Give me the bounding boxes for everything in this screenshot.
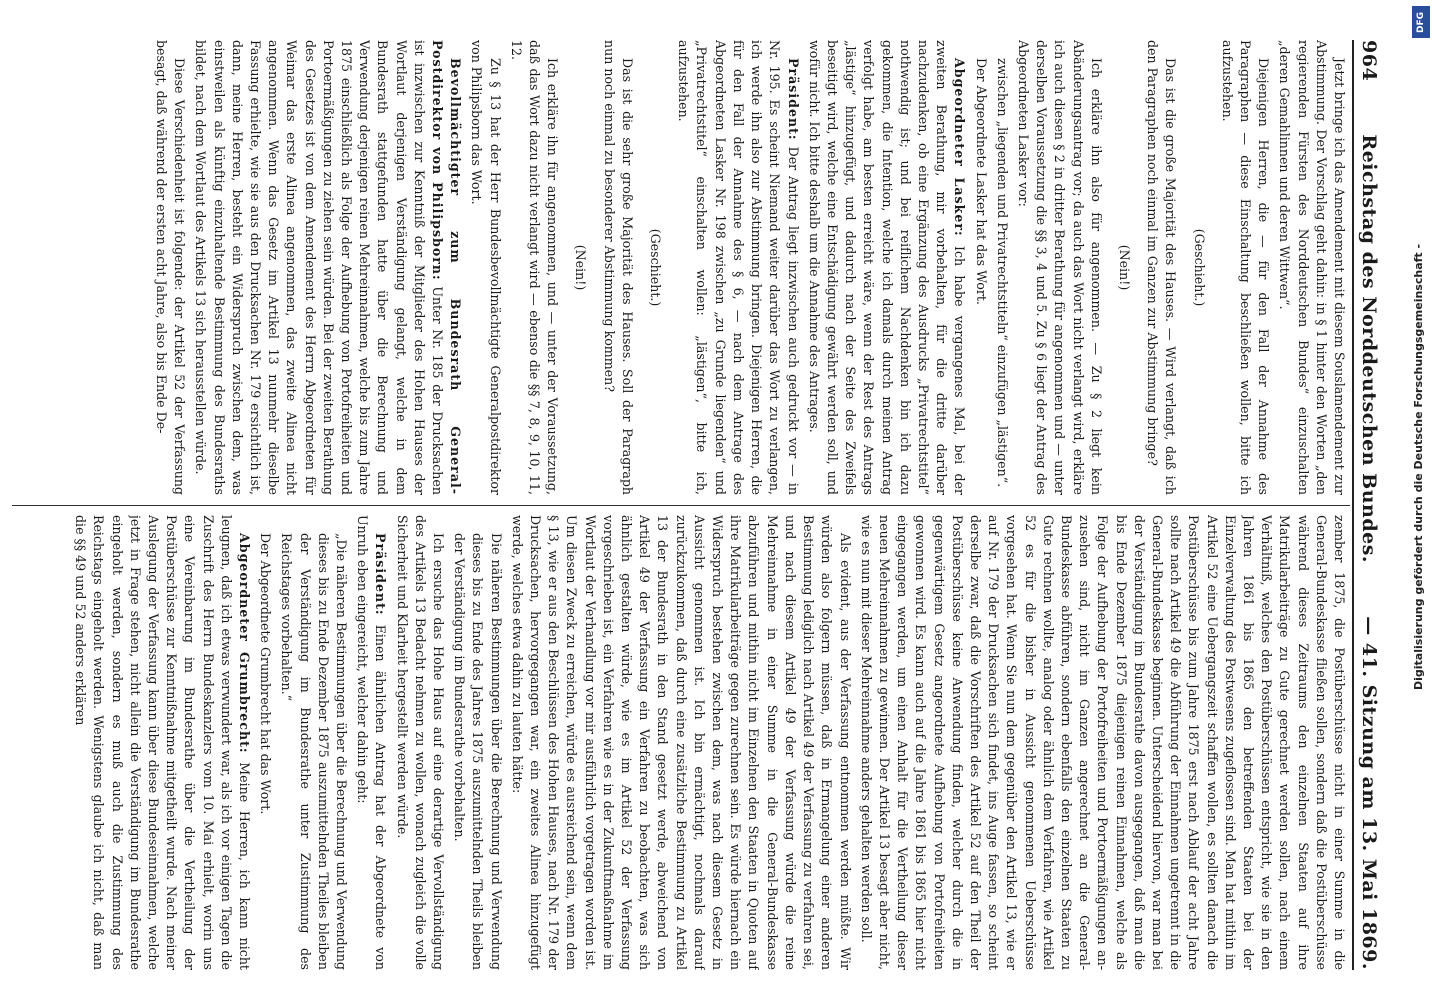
paragraph-text: Das ist die sehr große Majorität des Hauses. Soll der Paragraph nun noch einmal zu besonderer Abstimmung kommen? <box>601 40 635 495</box>
paragraph <box>971 40 989 495</box>
paragraph-text: „Die näheren Bestimmungen über die Berechnung und Verwendung dieses bis zu Ende Dezember 1875 auszumittelnden Theiles bleiben der Verständigung im Bundesrathe unter Zustimmung des Reichstages vorbehalten.“ <box>279 533 350 970</box>
paragraph <box>191 40 464 495</box>
paragraph-text: (Nein!) <box>573 244 589 291</box>
column-divider <box>12 505 1350 506</box>
paragraph-text: zember 1875, die Postüberschüsse nicht in einer Summe in die General-Bundeskasse fließen sollen, sondern daß die Postüberschüsse während dieses Zeitraums den einzelnen Staaten auf ihre Matrikularbeiträge zu Gute gerechnet werden sollen, nach einem Verhältniß, welches den Postüberschüssen entspricht, wie sie in den Jahren 1861 bis 1865 den betreffenden Staaten bei der Einzelverwaltung des Postwesens zugeflossen sind. Man hat mithin im Artikel 52 eine Uebergangszeit schaffen wollen, es sollten danach die Postüberschüsse bis zum Jahre 1875 erst nach Ablauf der acht Jahre sollte nach Artikel 49 die Abführung der Einnahmen ungetrennt in die General-Bundeskasse beginnen. Unterscheidend hiervon, war man bei der Verständigung im Bundesrathe davon ausgegangen, daß man die bis Ende Dezember 1875 diejenigen reinen Einnahmen, welche als Folge der Aufhebung der Portofreiheiten und Portoermäßigungen anzusehen sind, nicht im Ganzen angerechnet an die General-Bundeskasse abführen, sondern ebenfalls den einzelnen Staaten zu Gute rechnen wollte, analog oder ähnlich dem Verfahren, wie Artikel 52 es für die bisher in Aussicht genommenen Ueberschüsse vorgesehen hat. Wenn Sie nun dem gegenüber den Artikel 13, wie er auf Nr. 179 der Drucksachen sich findet, ins Auge fassen, so scheint derselbe zwar, daß die Vorschriften des Artikel 52 auf den Theil der Postüberschüsse keine Anwendung finden, welcher durch die in gegenwärtigem Gesetz angeordnete Aufhebung von Portofreiheiten gewonnen wird. Es kann auch auf die Jahre 1861 bis 1865 hier nicht eingegangen werden, um einen Anhalt für die Vertheilung dieser neuen Mehreinnahmen zu gewinnen. Der Artikel 13 besagt aber nicht, wie es nun mit dieser Mehreinnahme anders gehalten werden soll. <box>858 515 1347 970</box>
paragraph-text: Ich erkläre ihn also für angenommen. — Zu § 2 liegt kein Abänderungsantrag vor; da auch das Wort nicht verlangt wird, erkläre ich auch diesen § 2 in dritter Berathung für angenommen und — unter derselben Voraussetzung die §§ 3, 4 und 5. Zu § 6 liegt der Antrag des Abgeordneten Lasker vor: <box>1015 40 1104 495</box>
paragraph <box>353 515 389 970</box>
paragraph <box>507 40 562 495</box>
page-title: Reichstag des Norddeutschen Bundes. <box>1358 134 1380 564</box>
paragraph-text: Meine Herren, ich kann nicht leugnen, daß ich etwas verwundert war, als ich vor einigen Tagen die Zuschrift des Herrn Bundeskanzlers vom 10. Mai erhielt, worin uns eine Vereinbarung im Bundesrathe über die Vertheilung der Postüberschüsse zur Kenntnißnahme mitgetheilt wurde. Nach meiner Auslegung der Verfassung kann über diese Bundeseinnahmen, welche jetzt in Frage stehen, nicht allein die Verständigung im Bundesrathe eingeholt werden, sondern es muß auch die Zustimmung des Reichstags eingeholt werden. Wenigstens glaube ich nicht, daß man die §§ 49 und 52 anders erklären <box>73 515 253 970</box>
paragraph-text: Ich habe vergangenes Mal, bei der zweiten Berathung, mir vorbehalten, für die dritte darüber nachzudenken, ob eine Ergänzung des Ausdrucks „Privatrechtstitel“ nothwendig ist; und bei reiflichem Nachdenken bin ich dazu gekommen, die Intention, welche ich damals durch meinen Antrag verfolgt habe, am besten erreicht wäre, wenn der Rest des Antrags „lästige“ hinzugefügt, und dadurch nach der Seite des Zweifels beseitigt wird, welche eine Entschädigung gewährt werden soll, und wofür nicht. Ich bitte deshalb um die Annahme des Antrages. <box>806 40 968 495</box>
paragraph-text: Einen ähnlichen Antrag hat der Abgeordnete von Unruh eben eingereicht, welcher dahin geht: <box>355 515 389 970</box>
paragraph <box>1115 40 1133 495</box>
paragraph <box>646 40 664 495</box>
page-header <box>1352 40 1392 970</box>
paragraph-text: Ich ersuche das Hohe Haus auf eine derartige Vervollständigung des Artikels 13 Bedacht nehmen zu wollen, wonach zugleich die volle Sicherheit und Klarheit hergestellt werden würde. <box>394 515 447 970</box>
paragraph <box>1189 40 1207 495</box>
speaker-name: Präsident: <box>785 58 801 141</box>
paragraph <box>392 515 447 970</box>
paragraph-text: (Geschieht.) <box>1191 228 1207 307</box>
paragraph <box>599 40 635 495</box>
paragraph-text: Die näheren Bestimmungen über die Berechnung und Verwendung dieses bis zu Ende des Jahres 1875 auszumittelnden Theils bleiben der Verständigung im Bundesrathe vorbehalten. <box>452 533 504 970</box>
paragraph-text: Diese Verschiedenheit ist folgende: der Artikel 52 der Verfassung besagt, daß während der ersten acht Jahre, also bis Ende De- <box>154 40 188 495</box>
paragraph-text: Als evident, aus der Verfassung entnommen werden müßte. Wir würden also folgern müssen, daß in Ermangelung einer anderen Bestimmung lediglich nach Artikel 49 der Verfassung zu verfahren sei, und nach diesem Artikel 49 der Verfassung würde die reine Mehreinnahme in einer Summe in die General-Bundeskasse abzuführen und mithin nicht im Einzelnen den Staaten in Quoten auf ihre Matrikularbeiträge gegen zurechnen sein. Es würde hiernach ein Widerspruch bestehen zwischen dem, was nach diesem Gesetz in Aussicht genommen ist. Ich bin ermächtigt, nochmals darauf zurückzukommen, daß durch eine zusätzliche Bestimmung zu Artikel 13 der Bundesrath in den Stand gesetzt werde, abweichend von Artikel 49 der Verfassung ein Verfahren zu beobachten, was sich ähnlich gestalten würde, wie es im Artikel 52 der Verfassung vorgeschrieben ist, ein Verfahren wie es in der Zukunftmaßnahme im Wortlaut der Verhandlung vor mir ausführlich vorgetragen worden ist. Um diesen Zweck zu erreichen, würde es ausreichend sein, wenn dem § 13, wie er aus den Beschlüssen des Hohen Hauses, nach Nr. 179 der Drucksachen, hervorgegangen war, ein zweites Alinea hinzugefügt werde, welches etwa dahin zu lauten hätte: <box>509 515 853 970</box>
paragraph <box>857 515 1348 970</box>
paragraph <box>805 40 969 495</box>
paragraph <box>1143 40 1179 495</box>
paragraph <box>277 515 350 970</box>
paragraph <box>152 40 188 495</box>
paragraph <box>71 515 253 970</box>
paragraph-text: (Nein!) <box>1116 244 1132 291</box>
paragraph <box>508 515 854 970</box>
paragraph <box>1218 40 1273 495</box>
speaker-name: Präsident: <box>373 533 389 616</box>
digitization-notice: Digitalisierung gefördert durch die Deutsche Forschungsgemeinschaft - <box>1412 243 1425 690</box>
speaker-name: Bevollmächtigter zum Bundesrath General-Postdirektor von Philipsborn: <box>430 40 464 495</box>
paragraph <box>467 40 503 495</box>
left-column <box>10 40 1348 495</box>
paragraph-text: zwischen „liegenden und Privatrechtstiteln“ einzufügen „lästigen“. <box>994 58 1010 488</box>
paragraph <box>256 515 274 970</box>
speaker-name: Abgeordneter Lasker: <box>952 58 968 237</box>
paragraph-text: (Geschieht.) <box>648 228 664 307</box>
paragraph <box>1014 40 1105 495</box>
paragraph-text: Der Abgeordnete Grumbrecht hat das Wort. <box>258 533 274 815</box>
paragraph-text: Der Abgeordnete Lasker hat das Wort. <box>973 58 989 305</box>
right-column <box>10 515 1348 970</box>
paragraph <box>571 40 589 495</box>
paragraph-text: Unter Nr. 185 der Drucksachen ist inzwischen zur Kenntniß der Mitglieder des Hohen Hauses der Wortlaut derjenigen Verständigung gelangt, welche in dem Bundesrath stattgefunden hatte über die Berechnung und Verwendung derjenigen reinen Mehreinnahmen, welche bis zum Jahre 1875 einschließlich als Folge der Aufhebung von Portofreiheiten und Portoermäßigungen zu ziehen sein würden. Bei der zweiten Berathung des Gesetzes ist von dem Amendement des Herrn Abgeordneten für Weimar das erste Alinea angenommen, das zweite Alinea nicht angenommen. Wenn das Gesetz im Artikel 13 nunmehr dieselbe Fassung erhielte, wie sie aus den Drucksachen Nr. 179 ersichtlich ist, dann, meine Herren, besteht ein Widerspruch zwischen dem, was einstweilen als künftig einzuhaltende Bestimmung des Bundesraths bildet, nach dem Wortlaut des Artikels 13 sich herausstellen würde. <box>193 40 446 495</box>
paragraph-text: Der Antrag liegt inzwischen auch gedruckt vor — in Nr. 195. Es scheint Niemand weiter darüber das Wort zu verlangen, ich werde ihn also zur Abstimmung bringen. Diejenigen Herren, die für den Fall der Annahme des § 6, — nach dem Antrage des Abgeordneten Lasker Nr. 198 zwischen „zu Grunde liegenden“ und „Privatrechtstitel“ einschalten wollen: „lästigen“, bitte ich, aufzustehen. <box>676 40 801 495</box>
paragraph-text: Das ist die große Majorität des Hauses. — Wird verlangt, daß ich den Paragraphen noch einmal im Ganzen zur Abstimmung bringe? <box>1145 40 1179 495</box>
paragraph-text: Diejenigen Herren, die — für den Fall der Annahme des Paragraphen — diese Einschaltung beschließen wollen, bitte ich aufzustehen. <box>1219 40 1272 495</box>
speaker-name: Abgeordneter Grumbrecht: <box>237 533 253 754</box>
session-title: — 41. Sitzung am 13. Mai 1869. <box>1358 616 1380 970</box>
paragraph <box>674 40 801 495</box>
paragraph-text: Jetzt bringe ich das Amendement mit diesem Souslamendement zur Abstimmung. Der Vorschlag geht dahin: in § 1 hinter den Worten „den regierenden Fürsten des Norddeutschen Bundes“ einzuschalten „deren Gemahlinnen und deren Wittwen“. <box>1277 40 1347 495</box>
paragraph-text: Zu § 13 hat der Herr Bundesbevollmächtigte Generalpostdirektor von Philipsborn das Wort. <box>469 40 503 495</box>
dfg-logo: DFG <box>1412 6 1430 38</box>
paragraph <box>450 515 505 970</box>
paragraph-text: Ich erkläre ihn für angenommen, und — unter der Voraussetzung, daß das Wort dazu nicht verlangt wird — ebenso die §§ 7, 8, 9, 10, 11, 12. <box>508 40 561 495</box>
paragraph <box>1275 40 1348 495</box>
paragraph <box>993 40 1011 495</box>
page-number: 964 <box>1358 40 1380 82</box>
